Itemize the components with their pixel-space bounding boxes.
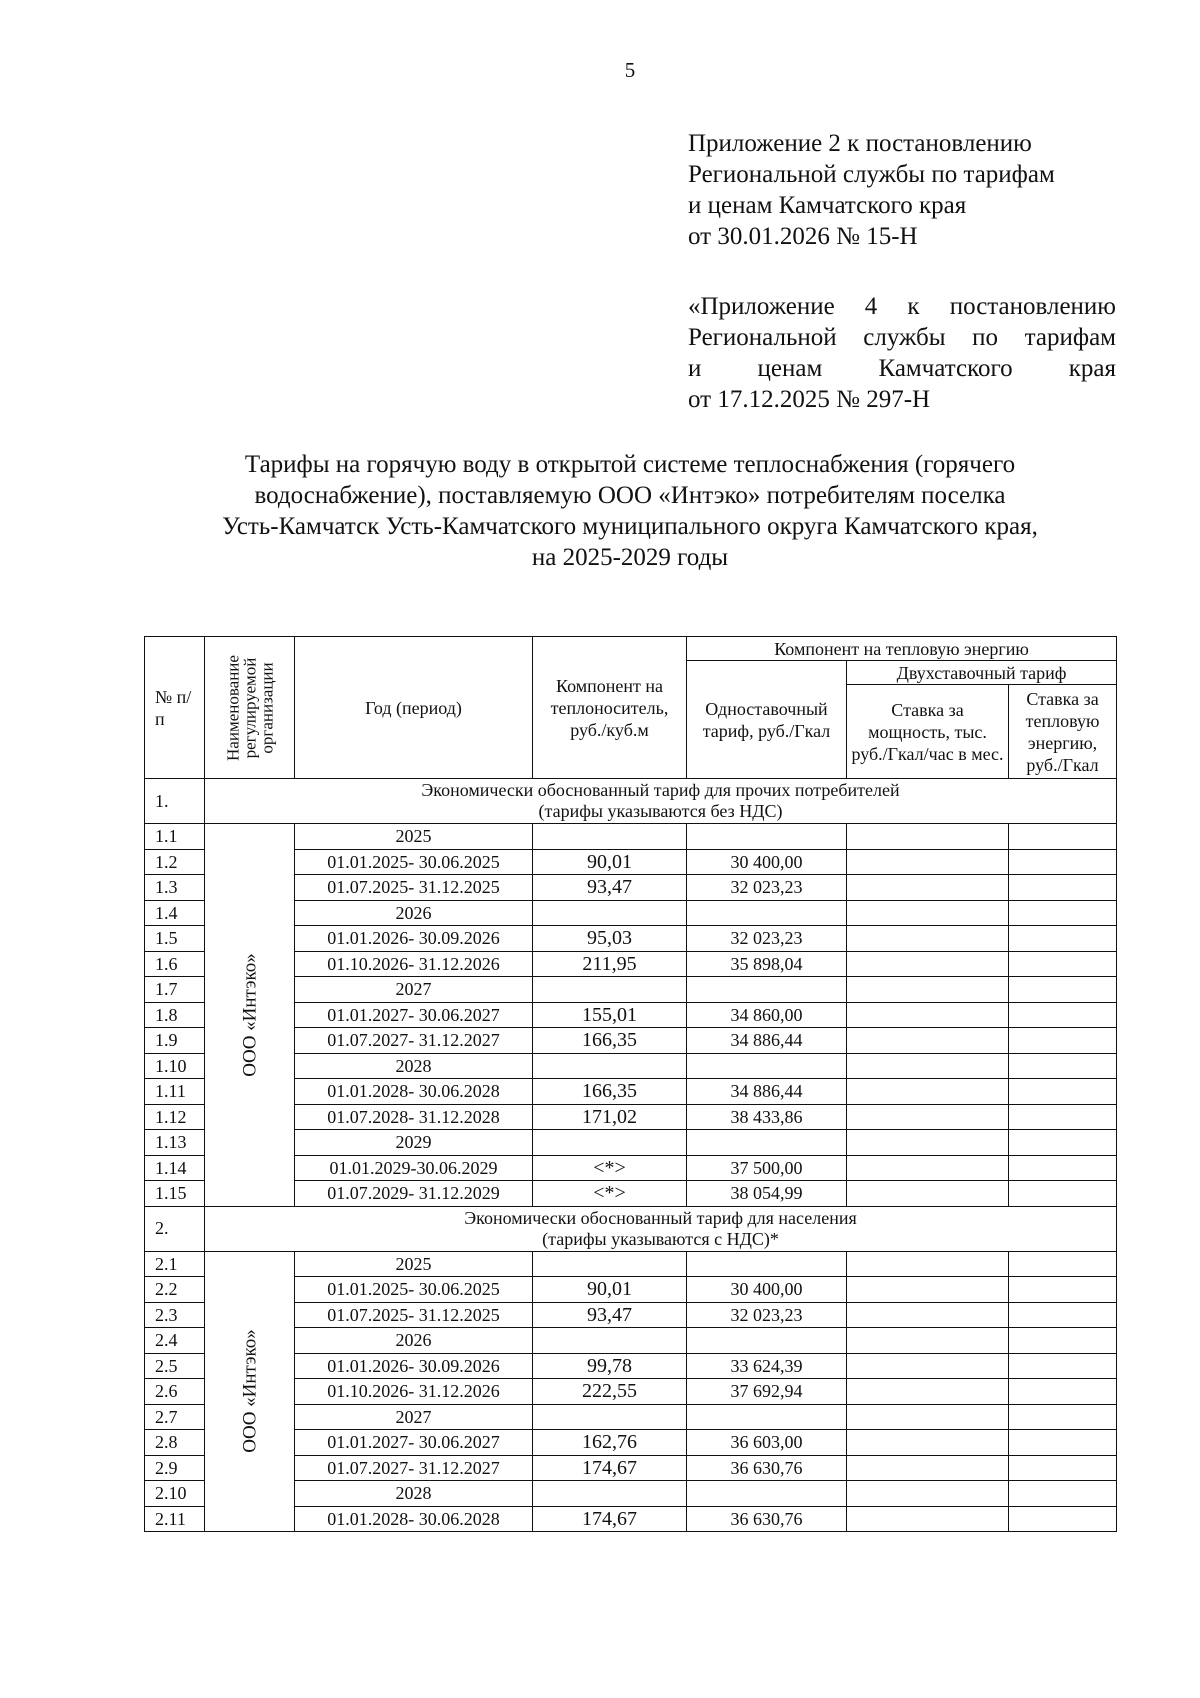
capacity-rate-value bbox=[847, 951, 1009, 977]
row-number: 2.3 bbox=[145, 1302, 205, 1328]
appendix-line: Региональной службы по тарифам bbox=[688, 324, 1116, 351]
capacity-rate-value bbox=[847, 1251, 1009, 1277]
capacity-rate-value bbox=[847, 1130, 1009, 1156]
capacity-rate-value bbox=[847, 900, 1009, 926]
carrier-value: 222,55 bbox=[533, 1379, 687, 1405]
carrier-value: 93,47 bbox=[533, 875, 687, 901]
single-rate-value: 38 433,86 bbox=[687, 1104, 847, 1130]
appendix-line: от 17.12.2025 № 297-Н bbox=[688, 386, 931, 413]
capacity-rate-value bbox=[847, 1379, 1009, 1405]
period-cell: 01.07.2028- 31.12.2028 bbox=[295, 1104, 533, 1130]
period-cell: 2028 bbox=[295, 1053, 533, 1079]
header-period: Год (период) bbox=[295, 637, 533, 779]
row-number: 1.2 bbox=[145, 849, 205, 875]
period-cell: 2027 bbox=[295, 977, 533, 1003]
carrier-value: 95,03 bbox=[533, 926, 687, 952]
single-rate-value: 34 886,44 bbox=[687, 1079, 847, 1105]
capacity-rate-value bbox=[847, 1404, 1009, 1430]
row-number: 1.14 bbox=[145, 1155, 205, 1181]
energy-rate-value bbox=[1009, 1481, 1117, 1507]
carrier-value bbox=[533, 1130, 687, 1156]
capacity-rate-value bbox=[847, 1455, 1009, 1481]
appendix-previous-reference bbox=[688, 291, 1116, 415]
energy-rate-value bbox=[1009, 1379, 1117, 1405]
energy-rate-value bbox=[1009, 926, 1117, 952]
row-number: 1.7 bbox=[145, 977, 205, 1003]
row-number: 1.10 bbox=[145, 1053, 205, 1079]
energy-rate-value bbox=[1009, 1104, 1117, 1130]
header-two-rate: Двухставочный тариф bbox=[847, 661, 1117, 685]
capacity-rate-value bbox=[847, 977, 1009, 1003]
capacity-rate-value bbox=[847, 1002, 1009, 1028]
capacity-rate-value bbox=[847, 824, 1009, 850]
section-title-note: (тарифы указываются без НДС) bbox=[538, 801, 783, 821]
single-rate-value: 34 860,00 bbox=[687, 1002, 847, 1028]
period-cell: 01.07.2027- 31.12.2027 bbox=[295, 1028, 533, 1054]
energy-rate-value bbox=[1009, 1053, 1117, 1079]
carrier-value: 174,67 bbox=[533, 1506, 687, 1532]
row-number: 2.4 bbox=[145, 1328, 205, 1354]
energy-rate-value bbox=[1009, 1155, 1117, 1181]
carrier-value: 90,01 bbox=[533, 1277, 687, 1303]
single-rate-value: 36 630,76 bbox=[687, 1455, 847, 1481]
page-number: 5 bbox=[624, 58, 636, 82]
period-cell: 01.07.2027- 31.12.2027 bbox=[295, 1455, 533, 1481]
period-cell: 01.01.2028- 30.06.2028 bbox=[295, 1079, 533, 1105]
single-rate-value: 32 023,23 bbox=[687, 875, 847, 901]
carrier-value bbox=[533, 1404, 687, 1430]
energy-rate-value bbox=[1009, 900, 1117, 926]
capacity-rate-value bbox=[847, 1053, 1009, 1079]
period-cell: 2026 bbox=[295, 1328, 533, 1354]
row-number: 2.1 bbox=[145, 1251, 205, 1277]
carrier-value: 162,76 bbox=[533, 1430, 687, 1456]
row-number: 1.4 bbox=[145, 900, 205, 926]
energy-rate-value bbox=[1009, 1079, 1117, 1105]
single-rate-value bbox=[687, 977, 847, 1003]
capacity-rate-value bbox=[847, 1430, 1009, 1456]
header-number: № п/п bbox=[145, 637, 205, 779]
section-title bbox=[205, 1206, 1117, 1251]
header-carrier-component: Компонент на теплоноситель, руб./куб.м bbox=[533, 637, 687, 779]
header-org-name bbox=[205, 637, 295, 779]
carrier-value: 155,01 bbox=[533, 1002, 687, 1028]
tariff-table bbox=[144, 636, 1117, 1532]
tariff-body bbox=[145, 779, 1117, 1532]
carrier-value: 99,78 bbox=[533, 1353, 687, 1379]
energy-rate-value bbox=[1009, 1181, 1117, 1207]
single-rate-value: 35 898,04 bbox=[687, 951, 847, 977]
period-cell: 01.01.2025- 30.06.2025 bbox=[295, 849, 533, 875]
section-header-row bbox=[145, 779, 1117, 824]
org-name: ООО «Интэко» bbox=[239, 953, 260, 1077]
period-cell: 01.07.2029- 31.12.2029 bbox=[295, 1181, 533, 1207]
period-cell: 01.01.2025- 30.06.2025 bbox=[295, 1277, 533, 1303]
table-row bbox=[145, 824, 1117, 850]
row-number: 1.13 bbox=[145, 1130, 205, 1156]
period-cell: 01.10.2026- 31.12.2026 bbox=[295, 951, 533, 977]
title-line: на 2025-2029 годы bbox=[531, 544, 729, 571]
energy-rate-value bbox=[1009, 1251, 1117, 1277]
period-cell: 01.01.2026- 30.09.2026 bbox=[295, 926, 533, 952]
carrier-value bbox=[533, 1251, 687, 1277]
appendix-current-reference bbox=[688, 128, 1116, 252]
capacity-rate-value bbox=[847, 1181, 1009, 1207]
period-cell: 01.01.2027- 30.06.2027 bbox=[295, 1430, 533, 1456]
capacity-rate-value bbox=[847, 1302, 1009, 1328]
energy-rate-value bbox=[1009, 849, 1117, 875]
carrier-value: 166,35 bbox=[533, 1028, 687, 1054]
section-title-line: Экономически обоснованный тариф для населения bbox=[464, 1207, 857, 1228]
org-name: ООО «Интэко» bbox=[239, 1329, 260, 1453]
period-cell: 2026 bbox=[295, 900, 533, 926]
carrier-value bbox=[533, 1481, 687, 1507]
period-cell: 2029 bbox=[295, 1130, 533, 1156]
row-number: 2.7 bbox=[145, 1404, 205, 1430]
energy-rate-value bbox=[1009, 1353, 1117, 1379]
single-rate-value: 32 023,23 bbox=[687, 926, 847, 952]
energy-rate-value bbox=[1009, 1302, 1117, 1328]
table-row bbox=[145, 1251, 1117, 1277]
row-number: 2.5 bbox=[145, 1353, 205, 1379]
single-rate-value bbox=[687, 900, 847, 926]
energy-rate-value bbox=[1009, 1430, 1117, 1456]
row-number: 1.3 bbox=[145, 875, 205, 901]
appendix-line: Региональной службы по тарифам bbox=[688, 161, 1055, 188]
row-number: 1.1 bbox=[145, 824, 205, 850]
header-org-name-text: Наименование регулируемой организации bbox=[223, 654, 276, 761]
capacity-rate-value bbox=[847, 1277, 1009, 1303]
appendix-line: и ценам Камчатского края bbox=[688, 355, 1116, 382]
org-name-cell bbox=[205, 824, 295, 1207]
carrier-value bbox=[533, 1328, 687, 1354]
energy-rate-value bbox=[1009, 1028, 1117, 1054]
carrier-value: 174,67 bbox=[533, 1455, 687, 1481]
capacity-rate-value bbox=[847, 1104, 1009, 1130]
row-number: 1.12 bbox=[145, 1104, 205, 1130]
carrier-value bbox=[533, 1053, 687, 1079]
period-cell: 01.07.2025- 31.12.2025 bbox=[295, 1302, 533, 1328]
carrier-value bbox=[533, 824, 687, 850]
period-cell: 2027 bbox=[295, 1404, 533, 1430]
energy-rate-value bbox=[1009, 1404, 1117, 1430]
carrier-value bbox=[533, 900, 687, 926]
period-cell: 01.01.2027- 30.06.2027 bbox=[295, 1002, 533, 1028]
single-rate-value: 36 603,00 bbox=[687, 1430, 847, 1456]
energy-rate-value bbox=[1009, 875, 1117, 901]
document-title bbox=[120, 449, 1140, 573]
period-cell: 01.10.2026- 31.12.2026 bbox=[295, 1379, 533, 1405]
single-rate-value: 38 054,99 bbox=[687, 1181, 847, 1207]
single-rate-value: 37 500,00 bbox=[687, 1155, 847, 1181]
single-rate-value bbox=[687, 1130, 847, 1156]
carrier-value: 211,95 bbox=[533, 951, 687, 977]
header-capacity-rate: Ставка за мощность, тыс. руб./Гкал/час в мес. bbox=[847, 685, 1009, 779]
capacity-rate-value bbox=[847, 1328, 1009, 1354]
energy-rate-value bbox=[1009, 1130, 1117, 1156]
period-cell: 2025 bbox=[295, 1251, 533, 1277]
capacity-rate-value bbox=[847, 1028, 1009, 1054]
single-rate-value: 30 400,00 bbox=[687, 849, 847, 875]
capacity-rate-value bbox=[847, 926, 1009, 952]
period-cell: 2025 bbox=[295, 824, 533, 850]
single-rate-value: 34 886,44 bbox=[687, 1028, 847, 1054]
capacity-rate-value bbox=[847, 1353, 1009, 1379]
row-number: 1.5 bbox=[145, 926, 205, 952]
single-rate-value bbox=[687, 1328, 847, 1354]
period-cell: 01.01.2026- 30.09.2026 bbox=[295, 1353, 533, 1379]
period-cell: 2028 bbox=[295, 1481, 533, 1507]
single-rate-value bbox=[687, 824, 847, 850]
single-rate-value bbox=[687, 1481, 847, 1507]
section-number: 1. bbox=[145, 779, 205, 824]
carrier-value: <*> bbox=[533, 1155, 687, 1181]
carrier-value: 166,35 bbox=[533, 1079, 687, 1105]
title-line: Тарифы на горячую воду в открытой системе теплоснабжения (горячего bbox=[244, 451, 1016, 478]
energy-rate-value bbox=[1009, 951, 1117, 977]
single-rate-value bbox=[687, 1404, 847, 1430]
header-energy-rate: Ставка за тепловую энергию, руб./Гкал bbox=[1009, 685, 1117, 779]
energy-rate-value bbox=[1009, 1002, 1117, 1028]
carrier-value bbox=[533, 977, 687, 1003]
row-number: 2.2 bbox=[145, 1277, 205, 1303]
carrier-value: 171,02 bbox=[533, 1104, 687, 1130]
single-rate-value: 30 400,00 bbox=[687, 1277, 847, 1303]
section-title-note: (тарифы указываются с НДС)* bbox=[542, 1228, 779, 1249]
row-number: 1.15 bbox=[145, 1181, 205, 1207]
energy-rate-value bbox=[1009, 824, 1117, 850]
carrier-value: <*> bbox=[533, 1181, 687, 1207]
capacity-rate-value bbox=[847, 1079, 1009, 1105]
header-single-rate: Одноставочный тариф, руб./Гкал bbox=[687, 661, 847, 779]
energy-rate-value bbox=[1009, 977, 1117, 1003]
row-number: 2.11 bbox=[145, 1506, 205, 1532]
row-number: 1.11 bbox=[145, 1079, 205, 1105]
title-line: водоснабжение), поставляемую ООО «Интэко» потребителям поселка bbox=[254, 482, 1006, 509]
row-number: 1.9 bbox=[145, 1028, 205, 1054]
energy-rate-value bbox=[1009, 1277, 1117, 1303]
energy-rate-value bbox=[1009, 1455, 1117, 1481]
single-rate-value bbox=[687, 1251, 847, 1277]
capacity-rate-value bbox=[847, 1506, 1009, 1532]
title-line: Усть-Камчатск Усть-Камчатского муниципального округа Камчатского края, bbox=[222, 513, 1038, 540]
single-rate-value: 36 630,76 bbox=[687, 1506, 847, 1532]
single-rate-value: 37 692,94 bbox=[687, 1379, 847, 1405]
single-rate-value bbox=[687, 1053, 847, 1079]
section-title bbox=[205, 779, 1117, 824]
row-number: 1.8 bbox=[145, 1002, 205, 1028]
row-number: 2.9 bbox=[145, 1455, 205, 1481]
appendix-line: и ценам Камчатского края bbox=[688, 192, 967, 219]
capacity-rate-value bbox=[847, 875, 1009, 901]
period-cell: 01.01.2028- 30.06.2028 bbox=[295, 1506, 533, 1532]
capacity-rate-value bbox=[847, 1481, 1009, 1507]
row-number: 2.8 bbox=[145, 1430, 205, 1456]
appendix-line: «Приложение 4 к постановлению bbox=[688, 293, 1116, 320]
single-rate-value: 33 624,39 bbox=[687, 1353, 847, 1379]
row-number: 1.6 bbox=[145, 951, 205, 977]
appendix-line: Приложение 2 к постановлению bbox=[688, 130, 1032, 157]
single-rate-value: 32 023,23 bbox=[687, 1302, 847, 1328]
appendix-line: от 30.01.2026 № 15-Н bbox=[688, 223, 918, 250]
org-name-cell bbox=[205, 1251, 295, 1532]
carrier-value: 90,01 bbox=[533, 849, 687, 875]
row-number: 2.10 bbox=[145, 1481, 205, 1507]
period-cell: 01.01.2029-30.06.2029 bbox=[295, 1155, 533, 1181]
energy-rate-value bbox=[1009, 1506, 1117, 1532]
period-cell: 01.07.2025- 31.12.2025 bbox=[295, 875, 533, 901]
capacity-rate-value bbox=[847, 849, 1009, 875]
capacity-rate-value bbox=[847, 1155, 1009, 1181]
section-number: 2. bbox=[145, 1206, 205, 1251]
section-header-row bbox=[145, 1206, 1117, 1251]
row-number: 2.6 bbox=[145, 1379, 205, 1405]
carrier-value: 93,47 bbox=[533, 1302, 687, 1328]
header-heat-component: Компонент на тепловую энергию bbox=[687, 637, 1117, 661]
section-title-line: Экономически обоснованный тариф для прочих потребителей bbox=[421, 780, 900, 800]
energy-rate-value bbox=[1009, 1328, 1117, 1354]
